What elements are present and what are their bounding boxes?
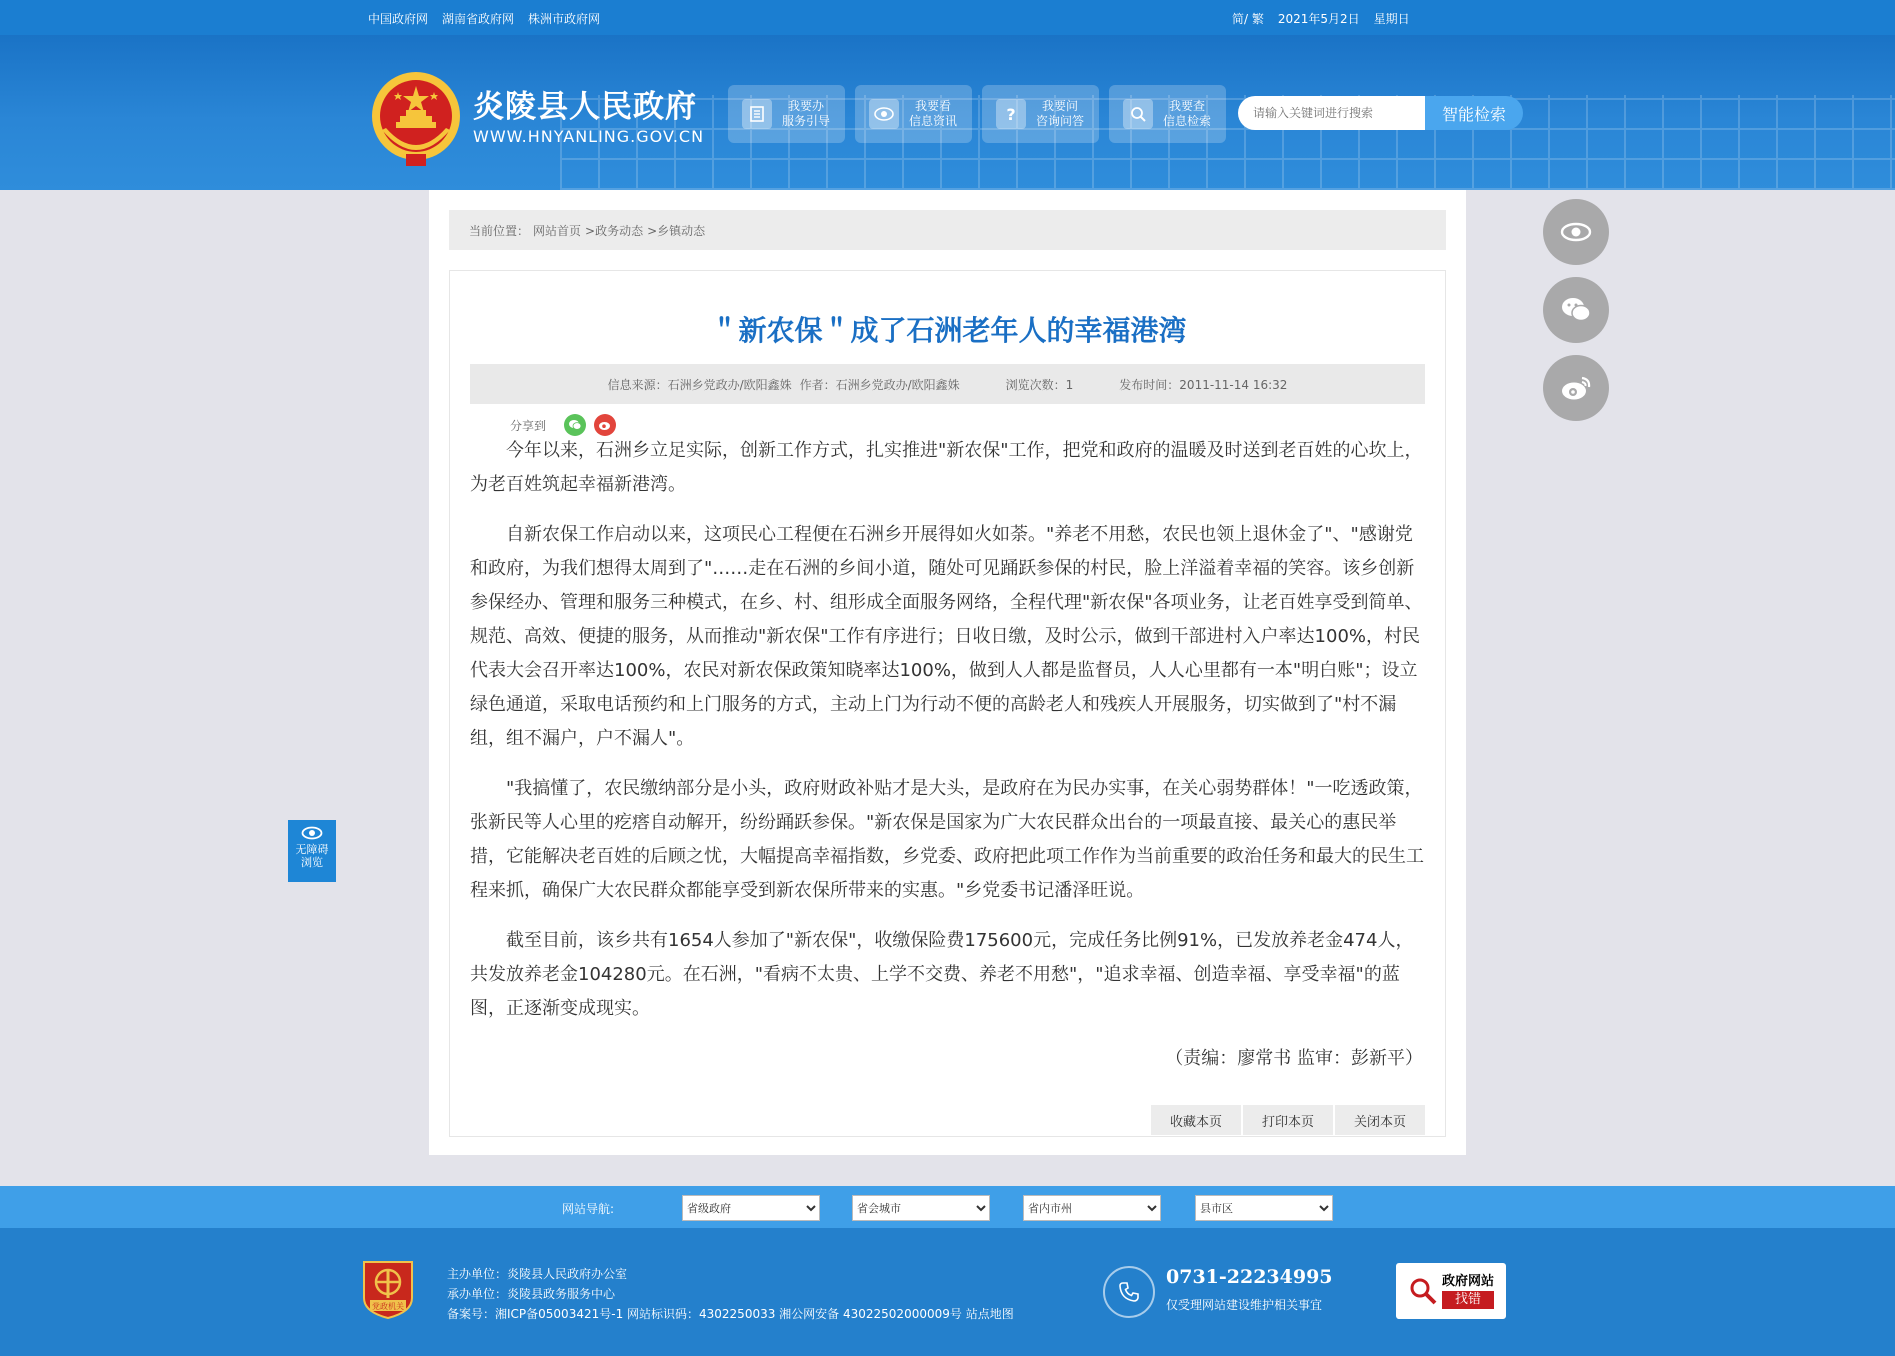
link-zhuzhou-gov[interactable]: 株洲市政府网 [528, 12, 601, 26]
breadcrumb-prefix: 当前位置： [469, 223, 530, 238]
article-paragraph: "我搞懂了，农民缴纳部分是小头，政府财政补贴才是大头，是政府在为民办实事，在关心弱势群体！"一吃透政策，张新民等人心里的疙瘩自动解开，纷纷踊跃参保。"新农保是国家为广大农民群众出台的一项最直接、最关心的惠民举措，它能解决老百姓的后顾之忧，大幅提高幸福指数，乡党委、政府把此项工作作为当前重要的政治任务和最大的民生工程来抓，确保广大农民群众都能享受到新农保所带来的实惠。"乡党委书记潘泽旺说。 [470, 778, 1424, 901]
quick-link-ask[interactable] [982, 85, 1099, 143]
site-nav-label: 网站导航: [562, 1202, 615, 1216]
site-nav-bar [0, 1186, 1895, 1228]
find-error-button[interactable] [1396, 1263, 1506, 1319]
current-date: 2021年5月2日 [1277, 12, 1360, 26]
question-icon: ? [996, 99, 1026, 129]
article-paragraph: 自新农保工作启动以来，这项民心工程便在石洲乡开展得如火如荼。"养老不用愁，农民也领上退休金了"、"感谢党和政府，为我们想得太周到了"……走在石洲的乡间小道，随处可见踊跃参保的村民，脸上洋溢着幸福的笑容。该乡创新参保经办、管理和服务三种模式，在乡、村、组形成全面服务网络，全程代理"新农保"各项业务，让老百姓享受到简单、规范、高效、便捷的服务，从而推动"新农保"工作有序进行；日收日缴，及时公示，做到干部进村入户率达100%，村民代表大会召开率达100%，农民对新农保政策知晓率达100%，做到人人都是监督员，人人心里都有一本"明白账"；设立绿色通道，采取电话预约和上门服务的方式，主动上门为行动不便的高龄老人和残疾人开展服务，切实做到了"村不漏组，组不漏户，户不漏人"。 [470, 524, 1423, 749]
quick-link-ask-label: 我要问 咨询问答 [1036, 99, 1085, 128]
quick-link-info-label: 我要看 信息资讯 [909, 99, 958, 128]
site-domain: WWW.HNYANLING.GOV.CN [473, 127, 705, 146]
footer-organizer: 承办单位：炎陵县政务服务中心 [447, 1287, 616, 1301]
eye-icon [869, 99, 899, 129]
phone-icon [1103, 1266, 1155, 1318]
footer-info [447, 1264, 1014, 1324]
site-title: 炎陵县人民政府 [473, 89, 697, 125]
wechat-share-icon[interactable] [564, 414, 586, 436]
quick-link-search-label: 我要查 信息检索 [1163, 99, 1212, 128]
article-source: 信息来源：石洲乡党政办/欧阳鑫姝 [607, 377, 792, 392]
lang-switch[interactable]: 简/ 繁 [1232, 12, 1264, 26]
wechat-icon [1560, 296, 1592, 324]
article-views: 浏览次数：1 [1005, 377, 1074, 392]
share-bar [510, 414, 616, 436]
article-paragraph: 截至目前，该乡共有1654人参加了"新农保"，收缴保险费175600元，完成任务比例91%，已发放养老金474人，共发放养老金104280元。在石洲，"看病不太贵、上学不交费、养老不用愁"，"追求幸福、创造幸福、享受幸福"的蓝图，正逐渐变成现实。 [470, 930, 1414, 1019]
article-author: 作者：石洲乡党政办/欧阳鑫姝 [799, 377, 960, 392]
side-wechat-button[interactable] [1543, 277, 1609, 343]
accessibility-label-1: 无障碍 [295, 843, 329, 856]
select-counties[interactable] [1195, 1195, 1333, 1221]
top-bar [0, 0, 1895, 35]
party-gov-badge-icon[interactable] [362, 1258, 414, 1320]
national-emblem-icon[interactable] [368, 70, 464, 170]
breadcrumb-gov-news[interactable]: >政务动态 [585, 223, 644, 238]
article-meta [470, 364, 1425, 404]
eye-icon [1560, 222, 1592, 242]
quick-link-search[interactable] [1109, 85, 1226, 143]
article-paragraph: 今年以来，石洲乡立足实际，创新工作方式，扎实推进"新农保"工作，把党和政府的温暖及时送到老百姓的心坎上，为老百姓筑起幸福新港湾。 [470, 440, 1423, 495]
search-input[interactable] [1238, 96, 1425, 130]
breadcrumb-home[interactable]: 网站首页 [533, 223, 582, 238]
weibo-icon [1560, 375, 1592, 401]
side-eye-button[interactable] [1543, 199, 1609, 265]
side-weibo-button[interactable] [1543, 355, 1609, 421]
current-weekday: 星期日 [1373, 12, 1410, 26]
content-panel [429, 190, 1466, 1155]
quick-link-info[interactable] [855, 85, 972, 143]
footer-record: 备案号：湘ICP备05003421号-1 网站标识码：4302250033 湘公网安备 43022502000009号 站点地图 [447, 1307, 1014, 1321]
footer-phone-note: 仅受理网站建设维护相关事宜 [1166, 1298, 1323, 1312]
article [449, 270, 1446, 1137]
find-error-label: 政府网站 找错 [1441, 1274, 1494, 1307]
document-icon [742, 99, 772, 129]
breadcrumb-town-news[interactable]: >乡镇动态 [647, 223, 706, 238]
breadcrumb [449, 210, 1446, 250]
footer-phone: 0731-22234995 [1166, 1266, 1333, 1288]
badge-text: 党政机关 [372, 1302, 404, 1311]
article-editor: （责编：廖常书 监审：彭新平） [1165, 1048, 1423, 1069]
search-button[interactable]: 智能检索 [1425, 96, 1523, 130]
link-hunan-gov[interactable]: 湖南省政府网 [442, 12, 515, 26]
article-title: ＂新农保＂成了石洲老年人的幸福港湾 [710, 314, 1187, 347]
eye-icon [301, 826, 323, 840]
gov-links [368, 10, 600, 27]
article-body [470, 434, 1425, 1042]
weibo-share-icon[interactable] [594, 414, 616, 436]
close-page-button[interactable]: 关闭本页 [1335, 1105, 1425, 1135]
magnifier-icon [1408, 1276, 1438, 1306]
search-icon [1123, 99, 1153, 129]
accessibility-label-2: 浏览 [301, 856, 323, 869]
article-published: 发布时间：2011-11-14 16:32 [1119, 377, 1288, 392]
footer-host: 主办单位：炎陵县人民政府办公室 [447, 1267, 628, 1281]
quick-link-service[interactable] [728, 85, 845, 143]
top-right [1232, 10, 1410, 27]
site-footer [0, 1228, 1895, 1356]
quick-link-service-label: 我要办 服务引导 [782, 99, 831, 128]
article-actions [1151, 1105, 1425, 1135]
link-china-gov[interactable]: 中国政府网 [368, 12, 429, 26]
site-header [0, 35, 1895, 190]
print-button[interactable]: 打印本页 [1243, 1105, 1333, 1135]
bookmark-button[interactable]: 收藏本页 [1151, 1105, 1241, 1135]
select-provincial-capitals[interactable] [852, 1195, 990, 1221]
select-cities-in-province[interactable] [1023, 1195, 1161, 1221]
select-provincial-gov[interactable] [682, 1195, 820, 1221]
share-label: 分享到 [510, 418, 547, 433]
accessibility-button[interactable] [288, 820, 336, 882]
